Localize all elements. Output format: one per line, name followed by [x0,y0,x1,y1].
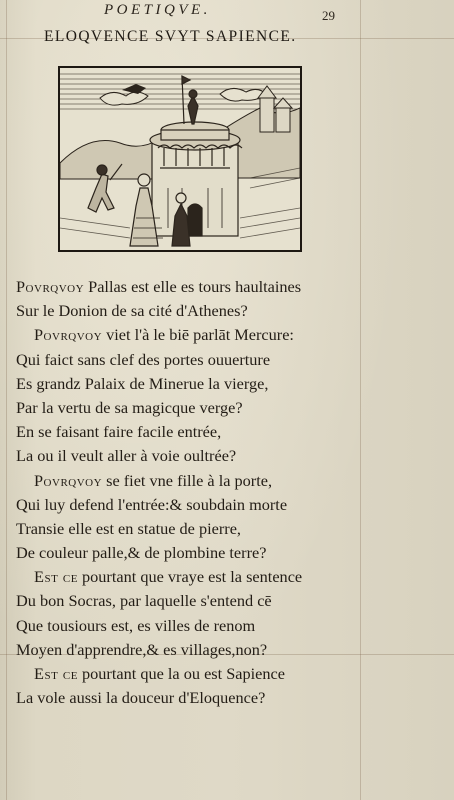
verse-block [16,275,366,710]
verse-text: se fiet vne fille à la porte, [102,470,273,490]
verse-text: Moyen d'apprendre,& es villages,non? [16,639,268,659]
verse-text: Transie elle est en statue de pierre, [16,518,241,538]
verse-line [16,396,366,420]
emblem-title: ELOQVENCE SVYT SAPIENCE. [44,28,297,45]
verse-text: Qui luy defend l'entrée:& soubdain morte [16,494,288,514]
verse-text: Par la vertu de sa magicque verge? [16,397,243,417]
ruled-line-left [6,0,7,800]
verse-line [16,565,366,589]
verse-line [16,589,366,613]
verse-text: Du bon Socras, par laquelle s'entend cē [16,591,272,611]
verse-lead-word: Povrqvoy [34,325,103,345]
woodcut-illustration-icon [60,68,300,250]
verse-line [16,275,366,299]
verse-text: La vole aussi la douceur d'Eloquence? [16,688,266,708]
verse-text: pourtant que vraye est la sentence [77,567,303,587]
verse-lead-word: Povrqvoy [34,470,103,490]
verse-text: Qui faict sans clef des portes ouuerture [16,349,271,369]
verse-text: Que tousiours est, es villes de renom [16,615,256,635]
verse-line [16,614,366,638]
verse-line [16,323,366,347]
verse-line [16,686,366,710]
verse-lead-word: Povrqvoy [16,277,85,296]
verse-text: Es grandz Palaix de Minerue la vierge, [16,373,269,393]
verse-lead-word: Est ce [34,567,78,587]
verse-line [16,420,366,444]
woodcut-illustration [58,66,302,252]
verse-text: La ou il veult aller à voie oultrée? [16,446,237,466]
verse-text: pourtant que la ou est Sapience [77,664,285,683]
verse-text: En se faisant faire facile entrée, [16,422,222,442]
verse-text: Sur le Donion de sa cité d'Athenes? [16,301,248,321]
verse-text: De couleur palle,& de plombine terre? [16,543,267,563]
verse-lead-word: Est ce [34,664,78,683]
verse-line [16,469,366,493]
running-head: POETIQVE. [104,2,211,18]
verse-line [16,299,366,323]
verse-line [16,517,366,541]
verse-line [16,638,366,662]
verse-text: Pallas est elle es tours haultaines [84,277,302,296]
verse-line [16,541,366,565]
verse-line [16,493,366,517]
verse-line [16,662,366,686]
verse-line [16,444,366,468]
verse-text: viet l'à le biē parlāt Mercure: [102,325,294,345]
verse-line [16,348,366,372]
verse-line [16,372,366,396]
page-number: 29 [322,8,335,23]
